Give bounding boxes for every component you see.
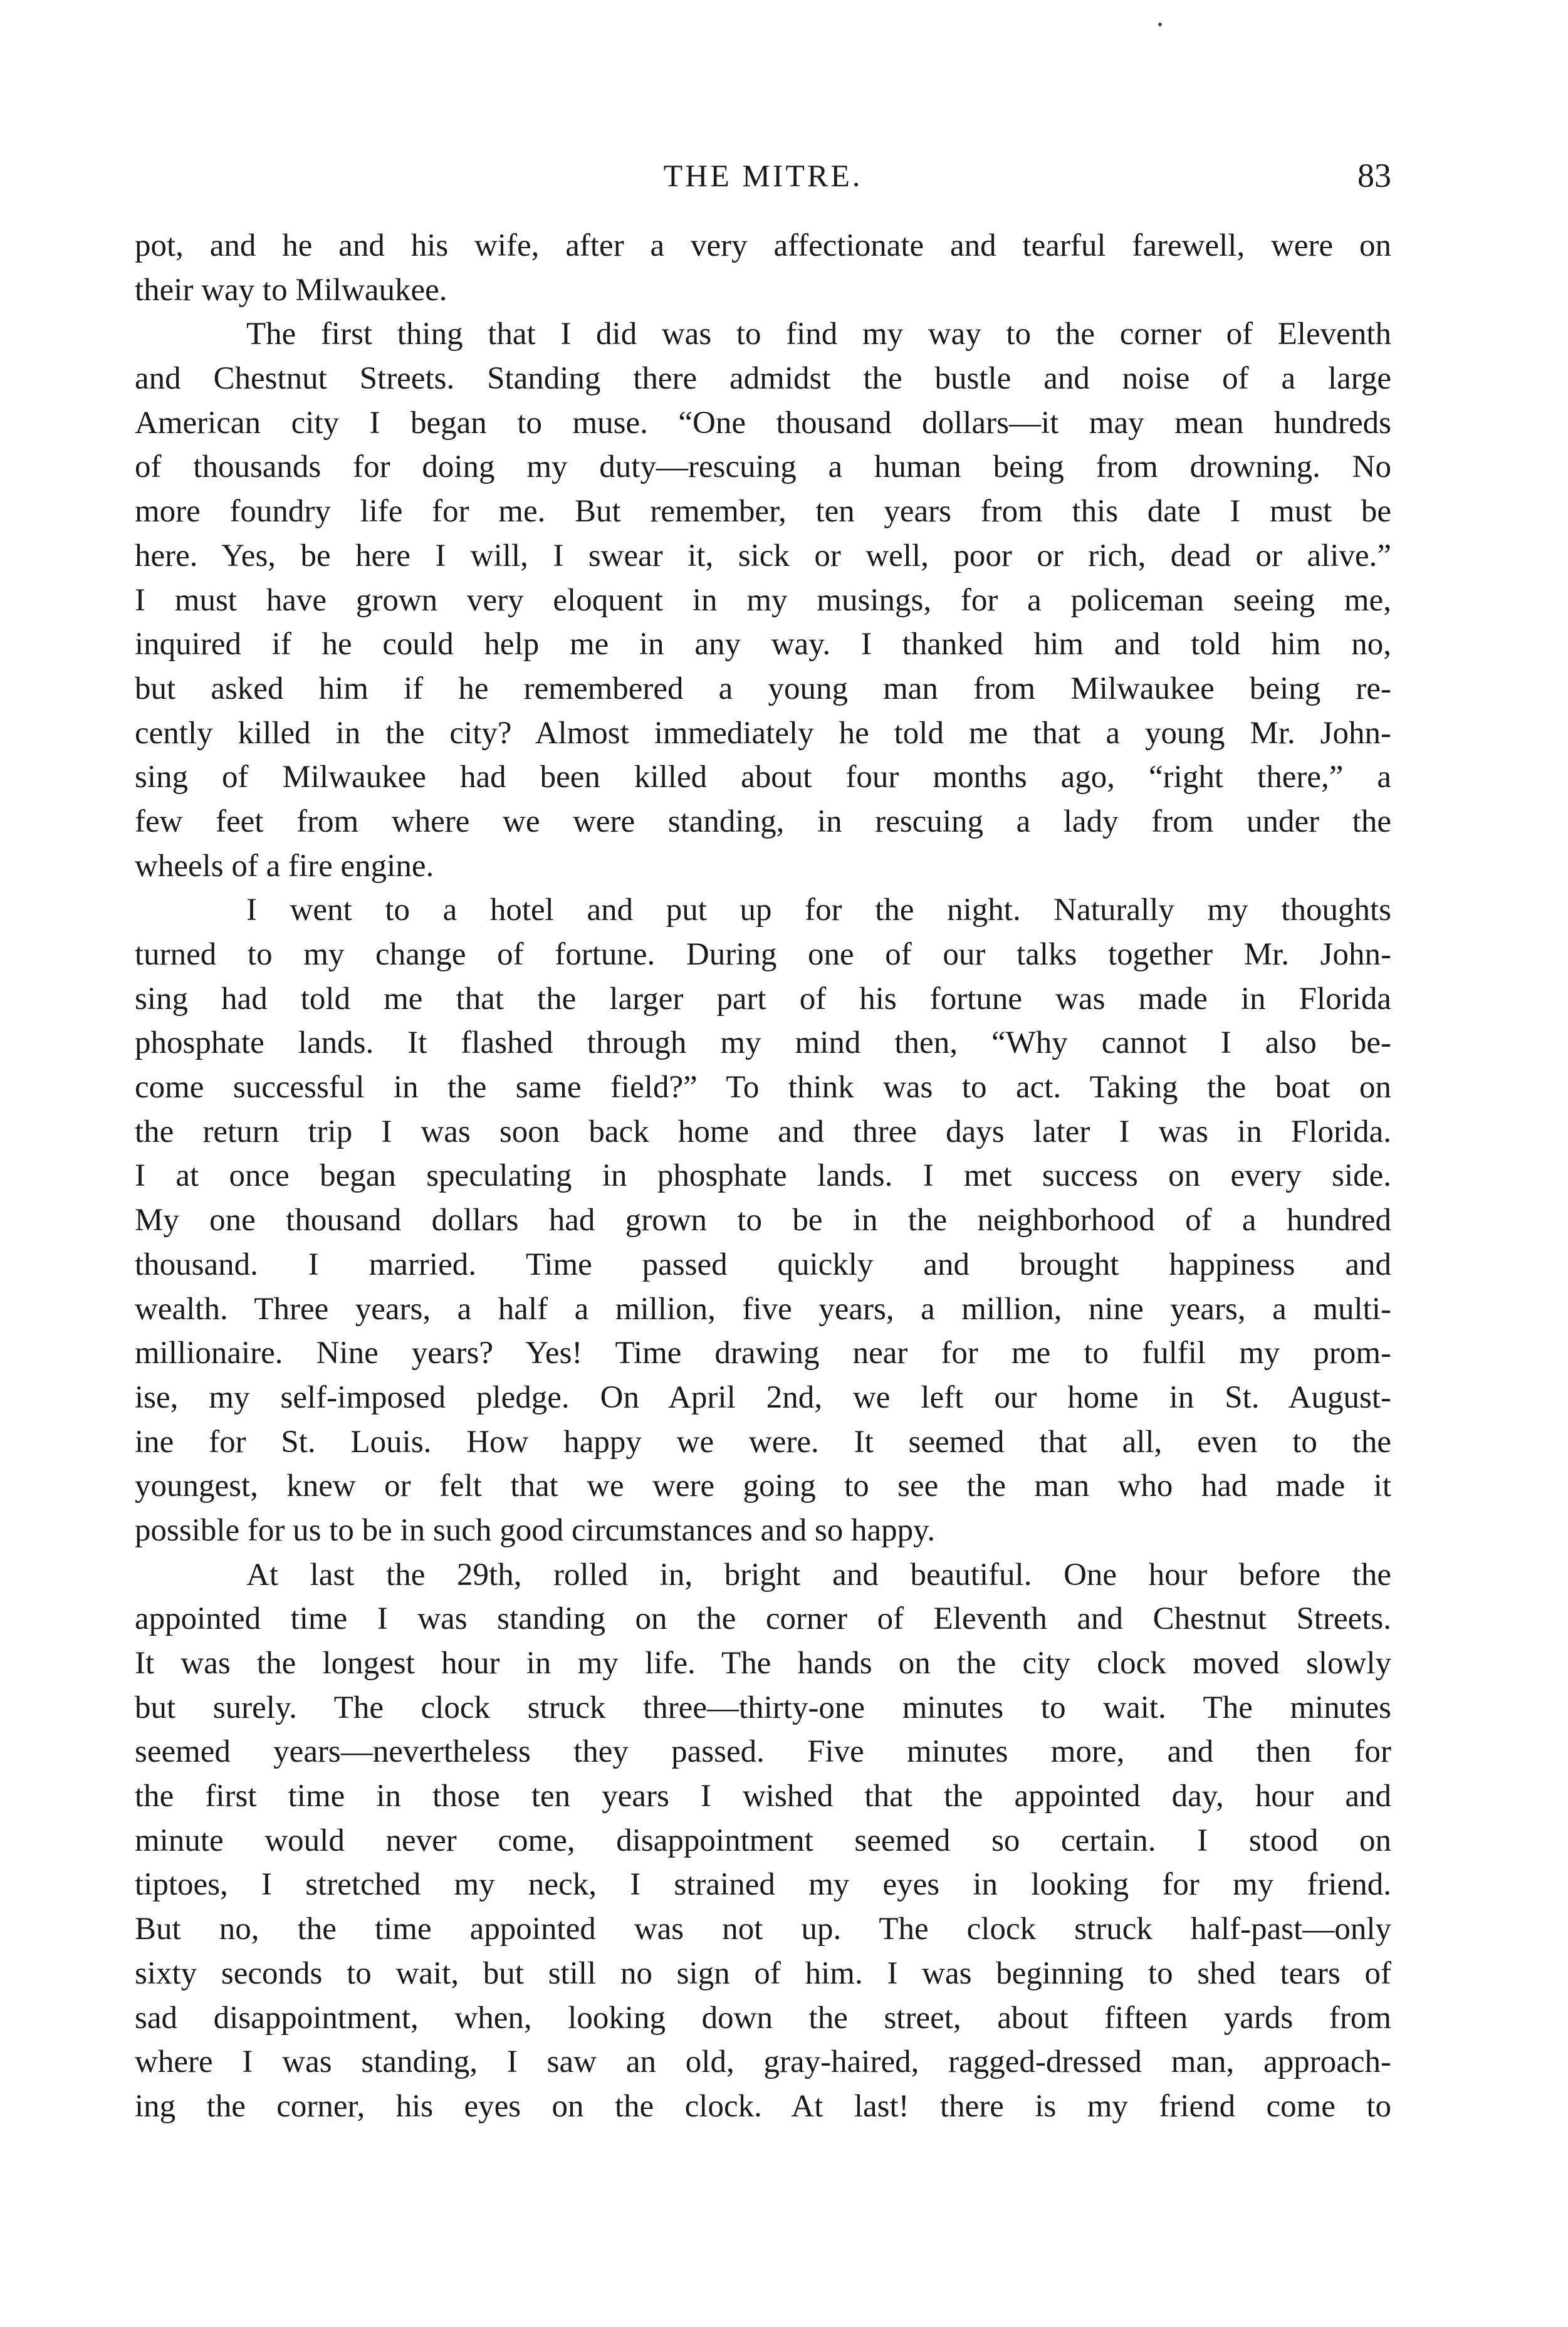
text-line: the first time in those ten years I wished that the appointed day, hour and	[135, 1779, 1391, 1814]
text-line: American city I began to muse. “One thousand dollars—it may mean hundreds	[135, 405, 1391, 441]
text-line: the return trip I was soon back home and three days later I was in Florida.	[135, 1114, 1391, 1149]
running-title: THE MITRE.	[663, 158, 863, 193]
running-head	[135, 150, 1391, 201]
text-line: their way to Milwaukee.	[135, 272, 447, 308]
text-line: But no, the time appointed was not up. The clock struck half-past—only	[135, 1911, 1391, 1947]
text-line: sad disappointment, when, looking down the street, about fifteen yards from	[135, 2000, 1391, 2036]
print-speck	[1158, 23, 1162, 26]
text-line: and Chestnut Streets. Standing there admidst the bustle and noise of a large	[135, 361, 1391, 397]
text-line: thousand. I married. Time passed quickly and brought happiness and	[135, 1247, 1391, 1282]
text-line: cently killed in the city? Almost immediately he told me that a young Mr. John-	[135, 715, 1391, 751]
text-line: sing had told me that the larger part of his fortune was made in Florida	[135, 981, 1391, 1017]
text-line: tiptoes, I stretched my neck, I strained my eyes in looking for my friend.	[135, 1867, 1391, 1903]
text-line: I must have grown very eloquent in my musings, for a policeman seeing me,	[135, 582, 1391, 618]
text-line: minute would never come, disappointment seemed so certain. I stood on	[135, 1822, 1391, 1858]
text-line: more foundry life for me. But remember, ten years from this date I must be	[135, 494, 1391, 530]
text-line: but surely. The clock struck three—thirty-one minutes to wait. The minutes	[135, 1690, 1391, 1725]
text-line: inquired if he could help me in any way. I thanked him and told him no,	[135, 627, 1391, 662]
text-line: possible for us to be in such good circumstances and so happy.	[135, 1512, 936, 1548]
text-line: wealth. Three years, a half a million, five years, a million, nine years, a multi-	[135, 1291, 1391, 1327]
text-line: come successful in the same field?” To think was to act. Taking the boat on	[135, 1070, 1391, 1106]
text-line: ine for St. Louis. How happy we were. It seemed that all, even to the	[135, 1424, 1391, 1460]
text-line: appointed time I was standing on the corner of Eleventh and Chestnut Streets.	[135, 1601, 1391, 1637]
text-line: pot, and he and his wife, after a very affectionate and tearful farewell, were on	[135, 228, 1391, 263]
text-line: sixty seconds to wait, but still no sign of him. I was beginning to shed tears of	[135, 1955, 1391, 1991]
text-line: wheels of a fire engine.	[135, 848, 434, 884]
text-line: turned to my change of fortune. During one of our talks together Mr. John-	[135, 937, 1391, 972]
text-line: seemed years—nevertheless they passed. Five minutes more, and then for	[135, 1734, 1391, 1770]
text-line: The first thing that I did was to find my way to the corner of Eleventh	[246, 316, 1391, 352]
text-line: ing the corner, his eyes on the clock. At last! there is my friend come to	[135, 2088, 1391, 2124]
text-line: youngest, knew or felt that we were going to see the man who had made it	[135, 1468, 1391, 1504]
page-number: 83	[1357, 157, 1391, 194]
text-line: but asked him if he remembered a young man from Milwaukee being re-	[135, 671, 1391, 706]
text-line: I at once began speculating in phosphate lands. I met success on every side.	[135, 1158, 1391, 1194]
text-line: At last the 29th, rolled in, bright and beautiful. One hour before the	[246, 1557, 1391, 1592]
text-line: where I was standing, I saw an old, gray-haired, ragged-dressed man, approach-	[135, 2044, 1391, 2080]
text-line: here. Yes, be here I will, I swear it, sick or well, poor or rich, dead or alive.”	[135, 538, 1391, 573]
text-line: few feet from where we were standing, in rescuing a lady from under the	[135, 803, 1391, 839]
text-line: ise, my self-imposed pledge. On April 2nd, we left our home in St. August-	[135, 1379, 1391, 1415]
text-line: of thousands for doing my duty—rescuing a human being from drowning. No	[135, 449, 1391, 485]
text-line: I went to a hotel and put up for the night. Naturally my thoughts	[246, 892, 1391, 928]
text-line: It was the longest hour in my life. The hands on the city clock moved slowly	[135, 1646, 1391, 1681]
text-line: My one thousand dollars had grown to be in the neighborhood of a hundred	[135, 1203, 1391, 1238]
body-text	[135, 224, 1391, 2129]
text-line: sing of Milwaukee had been killed about four months ago, “right there,” a	[135, 760, 1391, 795]
text-line: phosphate lands. It flashed through my mind then, “Why cannot I also be-	[135, 1025, 1391, 1061]
text-line: millionaire. Nine years? Yes! Time drawing near for me to fulfil my prom-	[135, 1336, 1391, 1371]
